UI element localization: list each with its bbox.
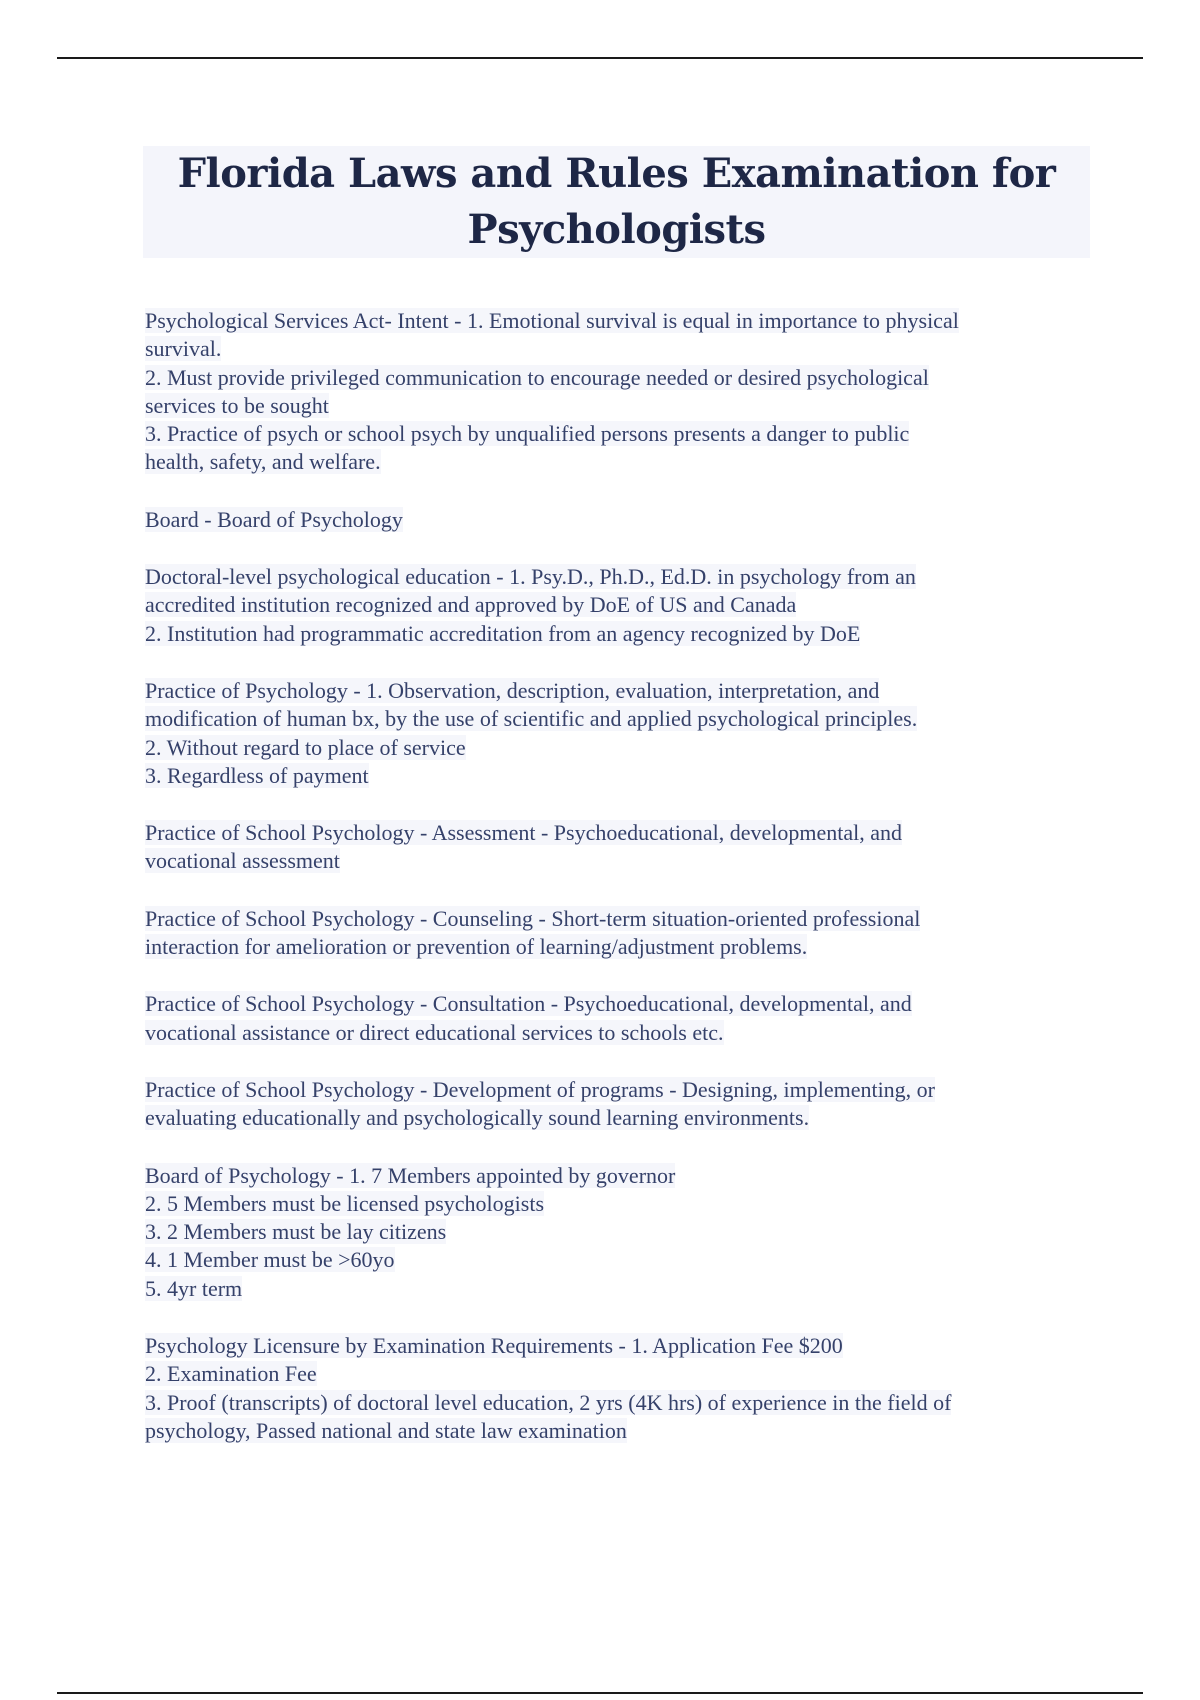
entry-line: 2. Institution had programmatic accreditation from an agency recognized by DoE xyxy=(145,620,861,646)
entry-line: accredited institution recognized and approved by DoE of US and Canada xyxy=(145,592,797,618)
entry-school-consultation xyxy=(145,990,1090,1047)
entry-line: modification of human bx, by the use of scientific and applied psychological principles. xyxy=(145,706,918,732)
entry-licensure-requirements xyxy=(145,1332,1090,1445)
entry-line: Practice of School Psychology - Development of programs - Designing, implementing, or xyxy=(145,1076,936,1102)
entry-line: 3. Regardless of payment xyxy=(145,762,369,788)
entry-line: Psychology Licensure by Examination Requirements - 1. Application Fee $200 xyxy=(145,1333,843,1359)
entry-line: 2. Without regard to place of service xyxy=(145,734,466,760)
entry-line: survival. xyxy=(145,336,222,362)
entry-line: 3. 2 Members must be lay citizens xyxy=(145,1219,447,1245)
entry-line: health, safety, and welfare. xyxy=(145,449,381,475)
entry-line: Board of Psychology - 1. 7 Members appointed by governor xyxy=(145,1162,676,1188)
entry-board-of-psychology xyxy=(145,1162,1090,1303)
entry-intent xyxy=(145,307,1090,477)
title-line-2: Psychologists xyxy=(467,206,766,253)
bottom-rule xyxy=(57,1692,1143,1694)
entry-line: 5. 4yr term xyxy=(145,1275,243,1301)
entry-line: Practice of School Psychology - Consultation - Psychoeducational, developmental, and xyxy=(145,991,912,1017)
entry-line: interaction for amelioration or prevention of learning/adjustment problems. xyxy=(145,934,808,960)
entry-school-programs xyxy=(145,1076,1090,1133)
entry-line: Psychological Services Act- Intent - 1. Emotional survival is equal in importance to physical xyxy=(145,308,959,333)
top-rule xyxy=(57,57,1143,59)
entry-doctoral-education xyxy=(145,563,1090,648)
entry-line: 2. Must provide privileged communication to encourage needed or desired psychological xyxy=(145,364,929,390)
entry-line: vocational assistance or direct educational services to schools etc. xyxy=(145,1019,724,1045)
entry-line: Practice of School Psychology - Counseling - Short-term situation-oriented professional xyxy=(145,905,921,931)
entry-line: 2. Examination Fee xyxy=(145,1361,317,1387)
entry-line: 3. Practice of psych or school psych by unqualified persons presents a danger to public xyxy=(145,421,910,447)
entry-school-assessment xyxy=(145,819,1090,876)
entry-line: psychology, Passed national and state law examination xyxy=(145,1417,627,1443)
entry-line: Board - Board of Psychology xyxy=(145,506,403,532)
entry-line: Doctoral-level psychological education - 1. Psy.D., Ph.D., Ed.D. in psychology from an xyxy=(145,564,916,590)
entry-line: services to be sought xyxy=(145,392,329,418)
entry-school-counseling xyxy=(145,905,1090,962)
title-banner xyxy=(143,146,1090,258)
entry-line: evaluating educationally and psychologically sound learning environments. xyxy=(145,1105,810,1131)
entry-line: 4. 1 Member must be >60yo xyxy=(145,1247,395,1273)
entry-line: vocational assessment xyxy=(145,848,340,874)
entry-line: 2. 5 Members must be licensed psychologists xyxy=(145,1190,545,1216)
entry-line: Practice of Psychology - 1. Observation, description, evaluation, interpretation, and xyxy=(145,677,880,703)
document-title xyxy=(178,146,1056,258)
title-line-1: Florida Laws and Rules Examination for xyxy=(177,150,1056,197)
entry-practice-of-psychology xyxy=(145,677,1090,790)
flashcard-list xyxy=(145,307,1090,1474)
entry-line: Practice of School Psychology - Assessment - Psychoeducational, developmental, and xyxy=(145,820,903,846)
entry-board xyxy=(145,506,1090,534)
entry-line: 3. Proof (transcripts) of doctoral level education, 2 yrs (4K hrs) of experience in the field of xyxy=(145,1389,952,1415)
